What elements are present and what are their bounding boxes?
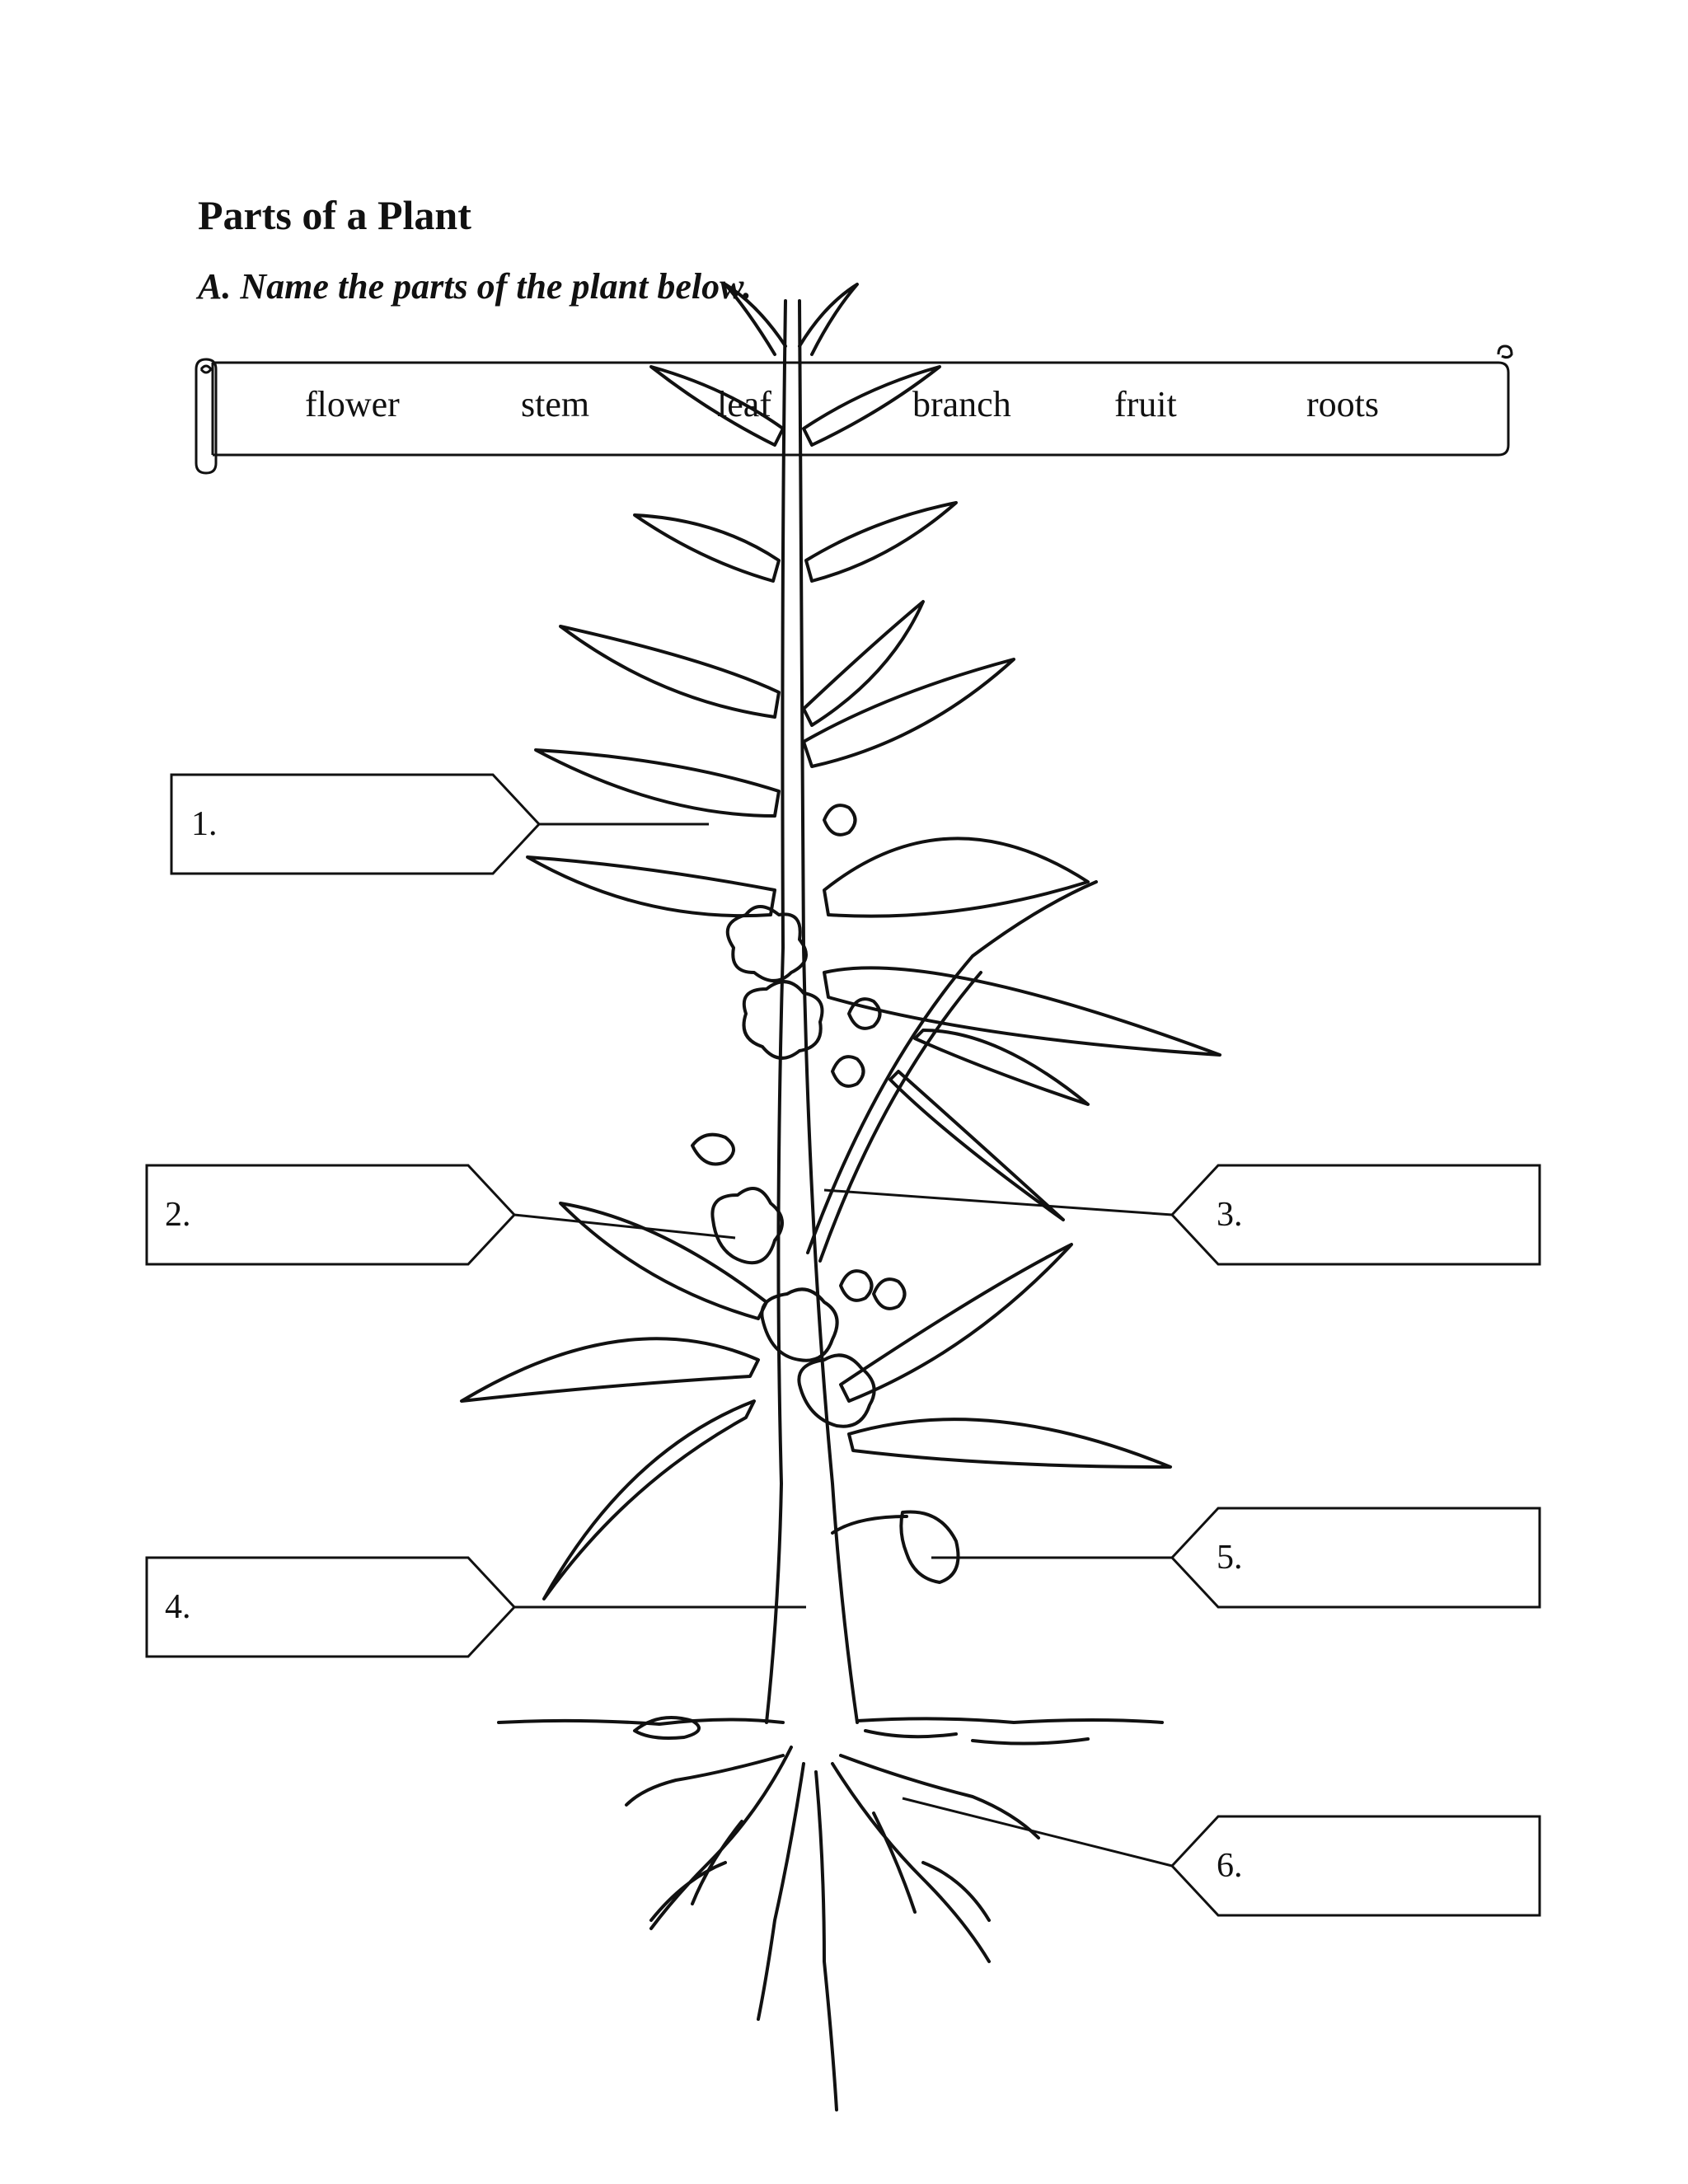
label-5-number: 5. bbox=[1217, 1539, 1243, 1577]
worksheet-title: Parts of a Plant bbox=[198, 192, 471, 238]
word-bank-roots: roots bbox=[1306, 384, 1379, 424]
label-box-4 bbox=[147, 1558, 514, 1657]
word-bank-stem: stem bbox=[521, 384, 590, 424]
label-4-number: 4. bbox=[165, 1588, 191, 1626]
leader-line-2 bbox=[514, 1215, 735, 1238]
word-bank-fruit: fruit bbox=[1114, 384, 1177, 424]
label-box-2 bbox=[147, 1165, 514, 1264]
label-1-number: 1. bbox=[191, 805, 218, 843]
label-box-1 bbox=[171, 775, 539, 874]
word-bank-leaf: leaf bbox=[717, 384, 771, 424]
label-6-number: 6. bbox=[1217, 1847, 1243, 1885]
word-bank-branch: branch bbox=[912, 384, 1011, 424]
label-2-number: 2. bbox=[165, 1196, 191, 1234]
leader-line-6 bbox=[903, 1798, 1172, 1866]
leader-line-3 bbox=[824, 1190, 1172, 1215]
label-3-number: 3. bbox=[1217, 1196, 1243, 1234]
word-bank-flower: flower bbox=[305, 384, 400, 424]
instruction-text: A. Name the parts of the plant below. bbox=[198, 266, 752, 307]
